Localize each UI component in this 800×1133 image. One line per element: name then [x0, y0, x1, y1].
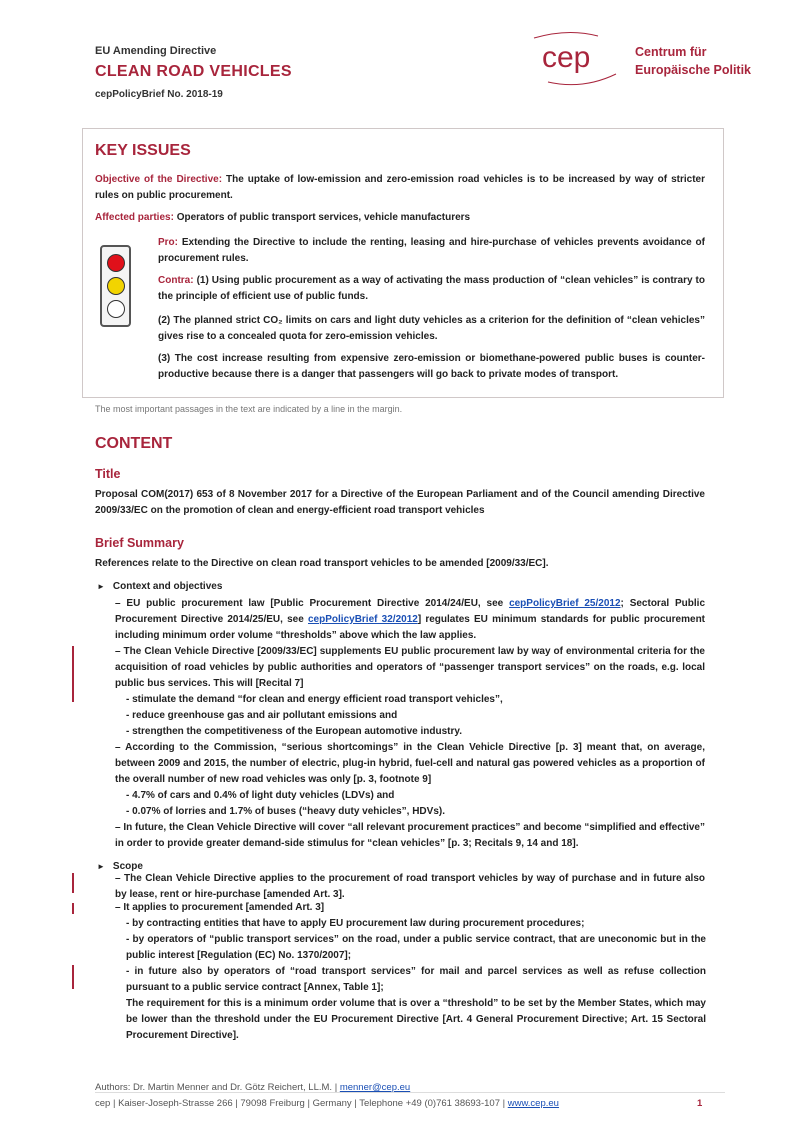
context-item-2: – The Clean Vehicle Directive [2009/33/EC] supplements EU public procurement law by way of environmental criteria for the acquisition of road vehicles by public authorities and operators of “passenger transport services” on the roads, e.g. local public bus services. This will [Recital 7] [115, 646, 705, 689]
contra-label: Contra: [158, 275, 194, 286]
objective-label: Objective of the Directive: [95, 174, 223, 185]
contra-text-1: (1) Using public procurement as a way of activating the mass production of “clean vehicles” is contrary to the principle of efficient use of public funds. [158, 275, 705, 302]
footer-authors-text: Authors: Dr. Martin Menner and Dr. Götz Reichert, LL.M. | [95, 1082, 340, 1093]
c1-text-b: ; Sectoral Public Procurement Directive 2014/25/EU, see [115, 598, 706, 625]
red-lamp-icon [107, 254, 125, 272]
scope-item-1: – The Clean Vehicle Directive applies to the procurement of road transport vehicles by way of purchase and in future also by lease, rent or hire-purchase [amended Art. 3]. [115, 873, 705, 900]
title-heading: Title [95, 467, 121, 481]
contra-paragraph-3 [158, 351, 705, 383]
context-item-1 [115, 596, 705, 644]
context-item-3-sub1: - 4.7% of cars and 0.4% of light duty vehicles (LDVs) and [126, 790, 395, 801]
directive-type: EU Amending Directive [95, 45, 217, 57]
margin-line [72, 646, 74, 702]
logo-text: cep [542, 41, 591, 74]
context-item-2-sub1: - stimulate the demand “for clean and energy efficient road transport vehicles”, [126, 694, 503, 705]
email-link[interactable]: menner@cep.eu [339, 1082, 411, 1093]
context-heading: Context and objectives [112, 581, 223, 592]
affected-label: Affected parties: [95, 212, 174, 223]
scope-item-2: – It applies to procurement [amended Art. 3] [115, 902, 325, 913]
org-name [635, 43, 751, 79]
footer-address [95, 1098, 559, 1109]
org-name-line2: Europäische Politik [635, 63, 752, 77]
pro-paragraph [158, 235, 705, 267]
context-item-2-sub2: - reduce greenhouse gas and air pollutant emissions and [126, 710, 398, 721]
pro-text: Extending the Directive to include the renting, leasing and hire-purchase of vehicles prevents avoidance of procurement rules. [158, 237, 706, 264]
context-item-3: – According to the Commission, “serious shortcomings” in the Clean Vehicle Directive [p. 3] meant that, on average, between 2009 and 2015, the number of electric, plug-in hybrid, fuel-cell and natural gas powered vehicles as a proportion of the overall number of new road vehicles was only [p. 3, footnote 9] [115, 742, 705, 785]
title-text [95, 487, 705, 519]
key-issues-title: KEY ISSUES [95, 142, 191, 159]
yellow-lamp-icon [107, 277, 125, 295]
objective-text: The uptake of low-emission and zero-emission road vehicles is to be increased by way of stricter rules on public procurement. [95, 174, 705, 201]
context-item-4: – In future, the Clean Vehicle Directive will cover “all relevant procurement practices” and become “simplified and effective” in order to provide greater demand-side stimulus for “clean vehicles” [p. 3; Recitals 9, 14 and 18]. [115, 822, 705, 849]
org-name-line1: Centrum für [635, 45, 707, 59]
summary-intro-bold: References relate to the Directive on clean road transport vehicles to be amended [2009/33/EC]. [95, 558, 549, 569]
page-number: 1 [697, 1098, 703, 1109]
summary-heading: Brief Summary [95, 536, 184, 550]
contra-paragraph-1 [158, 273, 705, 305]
affected-text: Operators of public transport services, vehicle manufacturers [176, 212, 471, 223]
title-text-bold: Proposal COM(2017) 653 of 8 November 2017 for a Directive of the European Parliament and of the Council amending Directive 2009/33/EC on the promotion of clean and energy-efficient road transport vehicles [95, 489, 705, 516]
pro-label: Pro: [158, 237, 178, 248]
white-lamp-icon [107, 300, 125, 318]
policybrief-25-link[interactable]: cepPolicyBrief 25/2012 [509, 598, 621, 609]
footer-authors [95, 1082, 410, 1093]
scope-item-2-c: - in future also by operators of “road transport services” for mail and parcel services as well as refuse collection pursuant to a public service contract [Annex, Table 1]; [126, 966, 706, 993]
scope-item-2-b: - by operators of “public transport services” on the road, under a public service contract, that are uneconomic but in the public interest [Regulation (EC) No. 1370/2007]; [126, 934, 706, 961]
policybrief-32-link[interactable]: cepPolicyBrief 32/2012 [308, 614, 418, 625]
margin-line [72, 873, 74, 893]
c1-text-a: – EU public procurement law [Public Procurement Directive 2014/24/EU, see [115, 598, 510, 609]
website-link[interactable]: www.cep.eu [507, 1098, 559, 1109]
contra-text-3: (3) The cost increase resulting from expensive zero-emission or biomethane-powered public buses is counter-productive because there is a danger that passengers will go back to private modes of transport. [158, 353, 705, 380]
doc-title: CLEAN ROAD VEHICLES [95, 63, 292, 80]
traffic-light-icon [100, 245, 131, 327]
scope-item-3: The requirement for this is a minimum order volume that is over a “threshold” to be set by the Member States, which may be lower than the threshold under the EU Procurement Directive [Art. 4 General Procurement Directive; Art. 15 Sectoral Procurement Directive]. [126, 998, 706, 1041]
summary-intro [95, 556, 705, 572]
context-bullet [97, 579, 222, 595]
contra-paragraph-2 [158, 313, 705, 345]
margin-line [72, 965, 74, 989]
scope-item-2-a: - by contracting entities that have to apply EU procurement law during procurement procedures; [126, 918, 585, 929]
footer-address-text: cep | Kaiser-Joseph-Strasse 266 | 79098 Freiburg | Germany | Telephone +49 (0)761 38693-107 | [95, 1098, 508, 1109]
context-item-3-sub2: - 0.07% of lorries and 1.7% of buses (“heavy duty vehicles”, HDVs). [126, 806, 445, 817]
context-item-2-sub3: - strengthen the competitiveness of the European automotive industry. [126, 726, 462, 737]
margin-note: The most important passages in the text are indicated by a line in the margin. [95, 404, 403, 414]
brief-number: cepPolicyBrief No. 2018-19 [95, 89, 223, 100]
scope-heading: Scope [112, 861, 143, 872]
c1-text-c: ] regulates EU minimum standards for public procurement including minimum order volume “thresholds” above which the law applies. [115, 614, 706, 641]
margin-line [72, 903, 74, 914]
contra-text-2: (2) The planned strict CO₂ limits on cars and light duty vehicles as a criterion for the definition of “clean vehicles” gives rise to a concealed quota for zero-emission vehicles. [158, 315, 705, 342]
content-heading: CONTENT [95, 435, 173, 452]
cep-logo [528, 30, 623, 86]
objective-paragraph [95, 172, 705, 204]
affected-paragraph [95, 210, 705, 226]
